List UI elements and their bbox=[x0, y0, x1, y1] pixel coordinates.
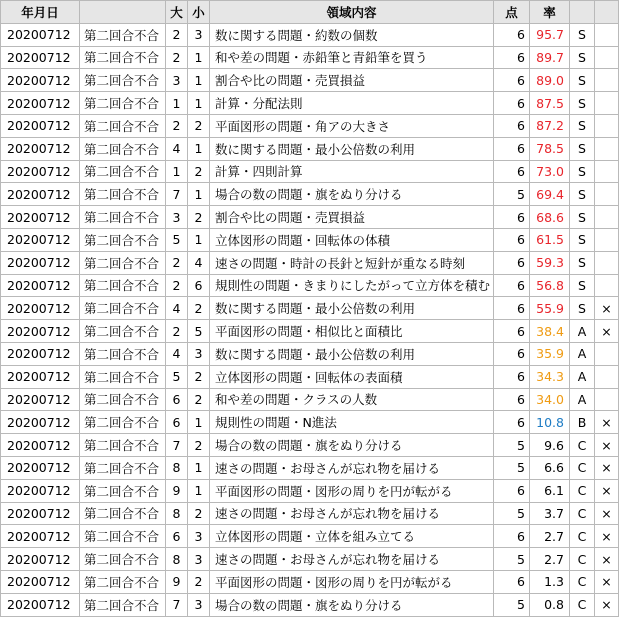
cell-topic: 場合の数の問題・旗をぬり分ける bbox=[210, 593, 494, 616]
cell-topic: 計算・四則計算 bbox=[210, 160, 494, 183]
cell-major: 6 bbox=[166, 388, 188, 411]
cell-major: 2 bbox=[166, 23, 188, 46]
cell-session: 第二回合不合 bbox=[80, 570, 166, 593]
cell-points: 6 bbox=[494, 479, 530, 502]
cell-major: 8 bbox=[166, 456, 188, 479]
cell-minor: 2 bbox=[188, 297, 210, 320]
table-row bbox=[1, 525, 619, 548]
cell-date: 20200712 bbox=[1, 548, 80, 571]
cell-topic: 場合の数の問題・旗をぬり分ける bbox=[210, 434, 494, 457]
cell-minor: 3 bbox=[188, 548, 210, 571]
cell-points: 6 bbox=[494, 228, 530, 251]
cell-session: 第二回合不合 bbox=[80, 92, 166, 115]
cell-minor: 2 bbox=[188, 570, 210, 593]
cell-grade: C bbox=[570, 525, 595, 548]
cell-topic: 速さの問題・時計の長針と短針が重なる時刻 bbox=[210, 251, 494, 274]
cell-rate: 1.3 bbox=[530, 570, 570, 593]
cell-mark bbox=[595, 228, 619, 251]
cell-grade: S bbox=[570, 160, 595, 183]
cell-topic: 平面図形の問題・図形の周りを円が転がる bbox=[210, 479, 494, 502]
cell-major: 4 bbox=[166, 137, 188, 160]
cell-mark bbox=[595, 251, 619, 274]
table-row bbox=[1, 92, 619, 115]
cell-rate: 73.0 bbox=[530, 160, 570, 183]
cell-session: 第二回合不合 bbox=[80, 320, 166, 343]
cell-major: 3 bbox=[166, 206, 188, 229]
cell-topic: 速さの問題・お母さんが忘れ物を届ける bbox=[210, 548, 494, 571]
cell-major: 9 bbox=[166, 479, 188, 502]
cell-grade: C bbox=[570, 593, 595, 616]
cell-mark bbox=[595, 160, 619, 183]
cell-mark: × bbox=[595, 297, 619, 320]
table-row bbox=[1, 297, 619, 320]
cell-points: 6 bbox=[494, 69, 530, 92]
cell-grade: S bbox=[570, 251, 595, 274]
table-row bbox=[1, 183, 619, 206]
cell-points: 5 bbox=[494, 548, 530, 571]
cell-session: 第二回合不合 bbox=[80, 183, 166, 206]
cell-session: 第二回合不合 bbox=[80, 388, 166, 411]
cell-mark bbox=[595, 183, 619, 206]
cell-points: 6 bbox=[494, 342, 530, 365]
cell-grade: S bbox=[570, 46, 595, 69]
table-row bbox=[1, 502, 619, 525]
cell-points: 6 bbox=[494, 274, 530, 297]
cell-date: 20200712 bbox=[1, 69, 80, 92]
cell-points: 6 bbox=[494, 365, 530, 388]
cell-minor: 1 bbox=[188, 46, 210, 69]
cell-session: 第二回合不合 bbox=[80, 342, 166, 365]
cell-date: 20200712 bbox=[1, 434, 80, 457]
cell-mark bbox=[595, 274, 619, 297]
cell-grade: B bbox=[570, 411, 595, 434]
cell-session: 第二回合不合 bbox=[80, 160, 166, 183]
cell-grade: C bbox=[570, 479, 595, 502]
cell-rate: 78.5 bbox=[530, 137, 570, 160]
cell-major: 6 bbox=[166, 525, 188, 548]
cell-points: 6 bbox=[494, 46, 530, 69]
cell-date: 20200712 bbox=[1, 502, 80, 525]
cell-mark: × bbox=[595, 502, 619, 525]
cell-major: 4 bbox=[166, 342, 188, 365]
cell-grade: C bbox=[570, 434, 595, 457]
cell-grade: C bbox=[570, 456, 595, 479]
cell-topic: 平面図形の問題・図形の周りを円が転がる bbox=[210, 570, 494, 593]
table-row bbox=[1, 456, 619, 479]
cell-minor: 1 bbox=[188, 228, 210, 251]
table-row bbox=[1, 274, 619, 297]
table-row bbox=[1, 548, 619, 571]
cell-minor: 4 bbox=[188, 251, 210, 274]
table-row bbox=[1, 479, 619, 502]
cell-major: 2 bbox=[166, 251, 188, 274]
table-row bbox=[1, 23, 619, 46]
cell-date: 20200712 bbox=[1, 251, 80, 274]
cell-points: 6 bbox=[494, 251, 530, 274]
cell-topic: 立体図形の問題・立体を組み立てる bbox=[210, 525, 494, 548]
cell-topic: 平面図形の問題・相似比と面積比 bbox=[210, 320, 494, 343]
cell-date: 20200712 bbox=[1, 479, 80, 502]
cell-topic: 数に関する問題・最小公倍数の利用 bbox=[210, 137, 494, 160]
cell-mark: × bbox=[595, 593, 619, 616]
cell-rate: 2.7 bbox=[530, 525, 570, 548]
cell-rate: 61.5 bbox=[530, 228, 570, 251]
table-body bbox=[1, 23, 619, 616]
cell-topic: 割合や比の問題・売買損益 bbox=[210, 206, 494, 229]
cell-date: 20200712 bbox=[1, 342, 80, 365]
table-row bbox=[1, 320, 619, 343]
cell-minor: 3 bbox=[188, 593, 210, 616]
cell-minor: 1 bbox=[188, 92, 210, 115]
cell-session: 第二回合不合 bbox=[80, 206, 166, 229]
cell-session: 第二回合不合 bbox=[80, 593, 166, 616]
cell-topic: 速さの問題・お母さんが忘れ物を届ける bbox=[210, 502, 494, 525]
table-row bbox=[1, 365, 619, 388]
cell-rate: 89.0 bbox=[530, 69, 570, 92]
cell-date: 20200712 bbox=[1, 23, 80, 46]
header-row bbox=[1, 1, 619, 24]
cell-points: 5 bbox=[494, 434, 530, 457]
cell-date: 20200712 bbox=[1, 388, 80, 411]
cell-points: 6 bbox=[494, 23, 530, 46]
cell-points: 6 bbox=[494, 114, 530, 137]
cell-date: 20200712 bbox=[1, 92, 80, 115]
cell-grade: A bbox=[570, 320, 595, 343]
cell-date: 20200712 bbox=[1, 570, 80, 593]
cell-session: 第二回合不合 bbox=[80, 456, 166, 479]
table-row bbox=[1, 228, 619, 251]
cell-rate: 0.8 bbox=[530, 593, 570, 616]
cell-major: 8 bbox=[166, 502, 188, 525]
cell-minor: 2 bbox=[188, 365, 210, 388]
cell-date: 20200712 bbox=[1, 297, 80, 320]
header-mark bbox=[595, 1, 619, 24]
cell-points: 5 bbox=[494, 593, 530, 616]
table-row bbox=[1, 160, 619, 183]
cell-grade: S bbox=[570, 69, 595, 92]
cell-mark: × bbox=[595, 434, 619, 457]
cell-points: 6 bbox=[494, 206, 530, 229]
cell-session: 第二回合不合 bbox=[80, 274, 166, 297]
cell-topic: 速さの問題・お母さんが忘れ物を届ける bbox=[210, 456, 494, 479]
cell-rate: 55.9 bbox=[530, 297, 570, 320]
cell-major: 1 bbox=[166, 92, 188, 115]
cell-session: 第二回合不合 bbox=[80, 228, 166, 251]
cell-minor: 1 bbox=[188, 137, 210, 160]
cell-minor: 1 bbox=[188, 456, 210, 479]
cell-points: 6 bbox=[494, 525, 530, 548]
cell-major: 4 bbox=[166, 297, 188, 320]
cell-minor: 2 bbox=[188, 160, 210, 183]
cell-topic: 和や差の問題・クラスの人数 bbox=[210, 388, 494, 411]
cell-grade: S bbox=[570, 23, 595, 46]
cell-mark: × bbox=[595, 456, 619, 479]
cell-topic: 数に関する問題・最小公倍数の利用 bbox=[210, 297, 494, 320]
cell-topic: 数に関する問題・最小公倍数の利用 bbox=[210, 342, 494, 365]
cell-rate: 95.7 bbox=[530, 23, 570, 46]
cell-topic: 立体図形の問題・回転体の表面積 bbox=[210, 365, 494, 388]
cell-grade: A bbox=[570, 388, 595, 411]
cell-grade: S bbox=[570, 183, 595, 206]
table-row bbox=[1, 114, 619, 137]
cell-major: 8 bbox=[166, 548, 188, 571]
cell-points: 6 bbox=[494, 320, 530, 343]
cell-grade: C bbox=[570, 570, 595, 593]
header-major: 大 bbox=[166, 1, 188, 24]
cell-rate: 87.5 bbox=[530, 92, 570, 115]
cell-rate: 68.6 bbox=[530, 206, 570, 229]
cell-minor: 2 bbox=[188, 114, 210, 137]
cell-session: 第二回合不合 bbox=[80, 23, 166, 46]
cell-points: 5 bbox=[494, 456, 530, 479]
header-topic: 領域内容 bbox=[210, 1, 494, 24]
cell-rate: 87.2 bbox=[530, 114, 570, 137]
cell-mark bbox=[595, 388, 619, 411]
cell-rate: 89.7 bbox=[530, 46, 570, 69]
table-row bbox=[1, 137, 619, 160]
cell-mark: × bbox=[595, 570, 619, 593]
cell-session: 第二回合不合 bbox=[80, 525, 166, 548]
cell-rate: 3.7 bbox=[530, 502, 570, 525]
header-points: 点 bbox=[494, 1, 530, 24]
cell-topic: 和や差の問題・赤鉛筆と青鉛筆を買う bbox=[210, 46, 494, 69]
cell-points: 5 bbox=[494, 183, 530, 206]
cell-minor: 1 bbox=[188, 411, 210, 434]
cell-date: 20200712 bbox=[1, 228, 80, 251]
cell-major: 7 bbox=[166, 183, 188, 206]
cell-mark bbox=[595, 92, 619, 115]
cell-points: 6 bbox=[494, 411, 530, 434]
cell-session: 第二回合不合 bbox=[80, 46, 166, 69]
cell-date: 20200712 bbox=[1, 206, 80, 229]
cell-rate: 10.8 bbox=[530, 411, 570, 434]
cell-grade: S bbox=[570, 137, 595, 160]
cell-session: 第二回合不合 bbox=[80, 548, 166, 571]
cell-session: 第二回合不合 bbox=[80, 114, 166, 137]
cell-minor: 3 bbox=[188, 525, 210, 548]
cell-topic: 平面図形の問題・角アの大きさ bbox=[210, 114, 494, 137]
table-row bbox=[1, 46, 619, 69]
cell-grade: S bbox=[570, 206, 595, 229]
cell-rate: 69.4 bbox=[530, 183, 570, 206]
cell-mark bbox=[595, 206, 619, 229]
cell-mark bbox=[595, 114, 619, 137]
cell-grade: S bbox=[570, 297, 595, 320]
table-row bbox=[1, 342, 619, 365]
cell-grade: S bbox=[570, 274, 595, 297]
cell-rate: 34.0 bbox=[530, 388, 570, 411]
cell-major: 6 bbox=[166, 411, 188, 434]
cell-points: 6 bbox=[494, 297, 530, 320]
cell-session: 第二回合不合 bbox=[80, 365, 166, 388]
cell-mark bbox=[595, 137, 619, 160]
cell-topic: 計算・分配法則 bbox=[210, 92, 494, 115]
cell-session: 第二回合不合 bbox=[80, 251, 166, 274]
cell-mark: × bbox=[595, 320, 619, 343]
table-row bbox=[1, 251, 619, 274]
cell-minor: 5 bbox=[188, 320, 210, 343]
cell-date: 20200712 bbox=[1, 274, 80, 297]
cell-rate: 2.7 bbox=[530, 548, 570, 571]
cell-mark: × bbox=[595, 548, 619, 571]
cell-mark: × bbox=[595, 411, 619, 434]
cell-major: 1 bbox=[166, 160, 188, 183]
cell-grade: A bbox=[570, 365, 595, 388]
cell-minor: 1 bbox=[188, 479, 210, 502]
cell-date: 20200712 bbox=[1, 160, 80, 183]
cell-date: 20200712 bbox=[1, 525, 80, 548]
cell-rate: 35.9 bbox=[530, 342, 570, 365]
cell-minor: 2 bbox=[188, 502, 210, 525]
cell-date: 20200712 bbox=[1, 46, 80, 69]
cell-minor: 2 bbox=[188, 206, 210, 229]
cell-rate: 9.6 bbox=[530, 434, 570, 457]
cell-major: 2 bbox=[166, 114, 188, 137]
header-date: 年月日 bbox=[1, 1, 80, 24]
cell-minor: 1 bbox=[188, 183, 210, 206]
cell-grade: A bbox=[570, 342, 595, 365]
cell-date: 20200712 bbox=[1, 320, 80, 343]
table-row bbox=[1, 69, 619, 92]
cell-session: 第二回合不合 bbox=[80, 479, 166, 502]
cell-mark bbox=[595, 365, 619, 388]
header-minor: 小 bbox=[188, 1, 210, 24]
cell-rate: 34.3 bbox=[530, 365, 570, 388]
cell-date: 20200712 bbox=[1, 411, 80, 434]
table-row bbox=[1, 593, 619, 616]
cell-points: 6 bbox=[494, 160, 530, 183]
cell-date: 20200712 bbox=[1, 183, 80, 206]
cell-rate: 59.3 bbox=[530, 251, 570, 274]
cell-session: 第二回合不合 bbox=[80, 69, 166, 92]
cell-mark bbox=[595, 46, 619, 69]
cell-topic: 規則性の問題・きまりにしたがって立方体を積む bbox=[210, 274, 494, 297]
header-grade bbox=[570, 1, 595, 24]
header-session bbox=[80, 1, 166, 24]
table-row bbox=[1, 434, 619, 457]
cell-topic: 数に関する問題・約数の個数 bbox=[210, 23, 494, 46]
cell-points: 6 bbox=[494, 137, 530, 160]
cell-session: 第二回合不合 bbox=[80, 411, 166, 434]
cell-minor: 2 bbox=[188, 434, 210, 457]
cell-topic: 規則性の問題・N進法 bbox=[210, 411, 494, 434]
cell-date: 20200712 bbox=[1, 593, 80, 616]
cell-mark: × bbox=[595, 525, 619, 548]
cell-minor: 3 bbox=[188, 23, 210, 46]
cell-topic: 割合や比の問題・売買損益 bbox=[210, 69, 494, 92]
cell-major: 5 bbox=[166, 228, 188, 251]
cell-grade: S bbox=[570, 92, 595, 115]
cell-minor: 3 bbox=[188, 342, 210, 365]
table-row bbox=[1, 570, 619, 593]
cell-major: 7 bbox=[166, 593, 188, 616]
cell-session: 第二回合不合 bbox=[80, 297, 166, 320]
cell-major: 3 bbox=[166, 69, 188, 92]
cell-rate: 6.1 bbox=[530, 479, 570, 502]
cell-minor: 6 bbox=[188, 274, 210, 297]
cell-major: 2 bbox=[166, 274, 188, 297]
cell-date: 20200712 bbox=[1, 456, 80, 479]
cell-rate: 6.6 bbox=[530, 456, 570, 479]
cell-session: 第二回合不合 bbox=[80, 137, 166, 160]
cell-major: 2 bbox=[166, 320, 188, 343]
cell-rate: 38.4 bbox=[530, 320, 570, 343]
cell-minor: 1 bbox=[188, 69, 210, 92]
cell-mark bbox=[595, 69, 619, 92]
cell-mark: × bbox=[595, 479, 619, 502]
cell-topic: 場合の数の問題・旗をぬり分ける bbox=[210, 183, 494, 206]
table-row bbox=[1, 388, 619, 411]
cell-minor: 2 bbox=[188, 388, 210, 411]
cell-date: 20200712 bbox=[1, 114, 80, 137]
cell-topic: 立体図形の問題・回転体の体積 bbox=[210, 228, 494, 251]
cell-points: 6 bbox=[494, 570, 530, 593]
cell-date: 20200712 bbox=[1, 137, 80, 160]
cell-grade: S bbox=[570, 114, 595, 137]
cell-grade: C bbox=[570, 548, 595, 571]
cell-grade: S bbox=[570, 228, 595, 251]
cell-mark bbox=[595, 342, 619, 365]
cell-session: 第二回合不合 bbox=[80, 434, 166, 457]
cell-points: 6 bbox=[494, 92, 530, 115]
cell-major: 9 bbox=[166, 570, 188, 593]
table-row bbox=[1, 206, 619, 229]
cell-major: 2 bbox=[166, 46, 188, 69]
cell-major: 5 bbox=[166, 365, 188, 388]
cell-rate: 56.8 bbox=[530, 274, 570, 297]
cell-points: 5 bbox=[494, 502, 530, 525]
cell-grade: C bbox=[570, 502, 595, 525]
header-rate: 率 bbox=[530, 1, 570, 24]
table-row bbox=[1, 411, 619, 434]
cell-mark bbox=[595, 23, 619, 46]
cell-session: 第二回合不合 bbox=[80, 502, 166, 525]
cell-points: 6 bbox=[494, 388, 530, 411]
cell-major: 7 bbox=[166, 434, 188, 457]
cell-date: 20200712 bbox=[1, 365, 80, 388]
